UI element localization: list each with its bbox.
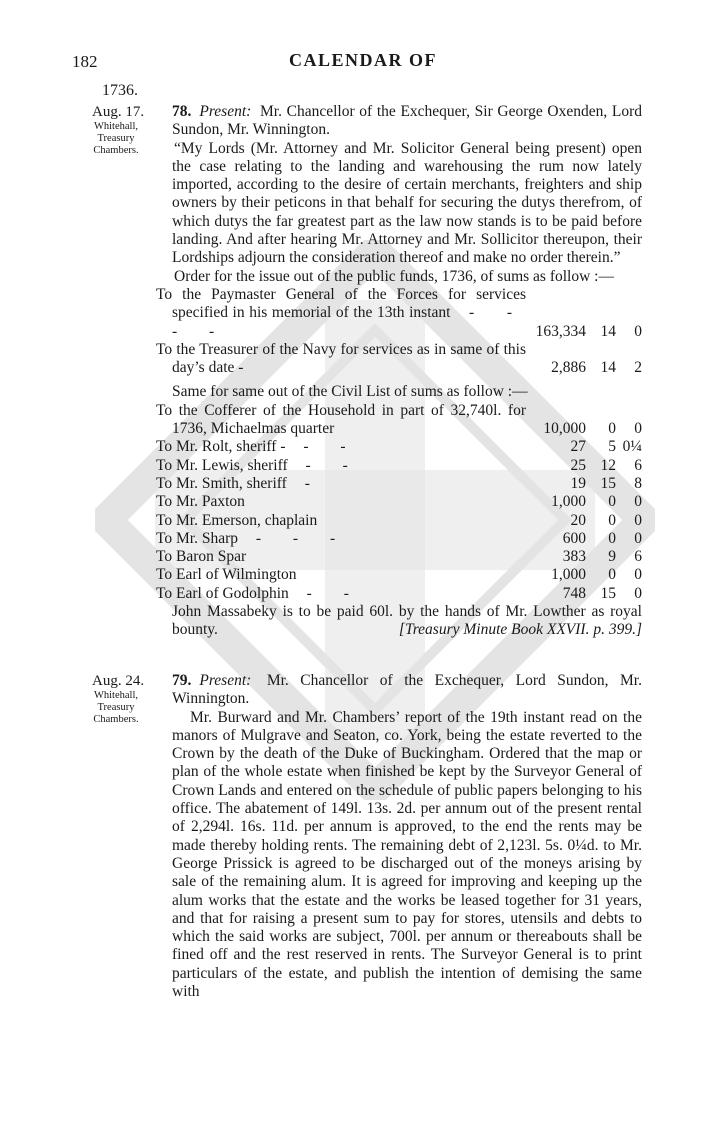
public-funds-table xyxy=(156,285,642,377)
sum-pence: 6 xyxy=(634,548,642,566)
sum-row xyxy=(172,402,642,439)
margin-place-line: Chambers. xyxy=(93,145,139,156)
sum-shillings: 0 xyxy=(608,493,616,511)
sum-shillings: 0 xyxy=(608,566,616,584)
payee-text: To the Treasurer of the Navy for services as in same of this day’s date - xyxy=(156,340,526,377)
leader-dashes: - - xyxy=(288,584,363,602)
payee-text: To Mr. Smith, sheriff xyxy=(156,474,287,492)
sum-pounds: 20 xyxy=(570,511,586,529)
entry-78-date: Aug. 17. xyxy=(92,104,145,120)
payee-text: To Mr. Rolt, sheriff - xyxy=(156,438,286,456)
payee-text: To the Cofferer of the Household in part of 32,740l. for 1736, Michaelmas quarter xyxy=(156,401,526,438)
entry-78-present xyxy=(172,103,642,140)
page-header xyxy=(72,48,654,76)
sum-payee xyxy=(156,438,526,456)
sum-pence: 0¼ xyxy=(622,438,642,456)
sum-row xyxy=(172,475,642,493)
sum-row xyxy=(172,341,642,378)
sum-pounds: 600 xyxy=(562,529,586,547)
margin-place-line: Whitehall, xyxy=(93,121,139,132)
sum-payee xyxy=(156,474,526,493)
sum-pence: 0 xyxy=(634,511,642,529)
sum-pounds: 10,000 xyxy=(543,420,586,438)
order-intro: Order for the issue out of the public funds, 1736, of sums as follow :— xyxy=(174,267,614,285)
sum-row xyxy=(172,530,642,548)
entry-78-body xyxy=(156,103,643,640)
sum-pence: 0 xyxy=(634,420,642,438)
sum-payee xyxy=(156,566,526,584)
civil-list-intro: Same for same out of the Civil List of sums as follow :— xyxy=(172,383,528,401)
leader-dashes: - - - xyxy=(238,529,350,547)
sum-row xyxy=(172,493,642,511)
sum-row xyxy=(172,457,642,475)
sum-payee xyxy=(156,285,526,341)
sum-pounds: 2,886 xyxy=(551,359,586,377)
sum-pounds: 163,334 xyxy=(535,322,586,340)
sum-row xyxy=(172,512,642,530)
source-reference: [Treasury Minute Book XXVII. p. 399.] xyxy=(398,621,642,639)
entry-79-date: Aug. 24. xyxy=(92,673,145,689)
bounty-text: John Massabeky is to be paid 60l. by the hands of Mr. Lowther as royal bounty. xyxy=(172,603,642,639)
sum-shillings: 0 xyxy=(608,420,616,438)
entry-79-margin xyxy=(76,673,156,726)
sum-pence: 8 xyxy=(634,474,642,492)
sum-payee xyxy=(156,529,526,548)
sum-pence: 0 xyxy=(634,566,642,584)
sum-payee xyxy=(156,340,526,378)
sum-shillings: 14 xyxy=(600,359,616,377)
payee-text: To Earl of Wilmington xyxy=(156,566,297,584)
sum-pence: 0 xyxy=(634,322,642,340)
entry-number: 78. xyxy=(172,103,192,120)
entry-79-minute: Mr. Burward and Mr. Chambers’ report of the 19th instant read on the manors of Mulgrave and Seaton, co. York, being the estate reverted to the Crown by the death of the Duke of Buckingham. Ordered that the map or plan of the whole estate when finished be kept by the Surveyor General of Crown Lands and entered on the schedule of public papers belonging to his office. The abatement of 149l. 13s. 2d. per annum out of the present rental of 2,294l. 16s. 11d. per annum is approved, to the end the rents may be made thereby holding rents. The remaining debt of 2,123l. 5s. 0¼d. to Mr. George Prissick is agreed to be discharged out of the moneys arising by sale of the remaining alum. It is agreed for improving and keeping up the alum works that the estate and the works be leased together for 31 years, and that for raising a present sum to pay for stores, utensils and debts to which the said works are subject, 700l. per annum or thereabouts shall be fined off and the rest reserved in rents. The Surveyor General is to print particulars of the estate, and publish the intention of demising the same with xyxy=(172,708,642,1001)
entry-79-body xyxy=(172,672,642,1001)
payee-text: To Mr. Emerson, chaplain xyxy=(156,511,318,529)
running-title: CALENDAR OF xyxy=(288,50,437,70)
sum-pence: 0 xyxy=(634,529,642,547)
civil-list-table xyxy=(156,401,642,603)
sum-pounds: 19 xyxy=(570,474,586,492)
page-number: 182 xyxy=(72,52,98,71)
margin-place-line: Treasury xyxy=(97,133,135,144)
sum-pence: 2 xyxy=(634,359,642,377)
sum-row xyxy=(172,438,642,456)
payee-text: To Mr. Sharp xyxy=(156,529,239,547)
sum-shillings: 9 xyxy=(608,548,616,566)
sum-pounds: 748 xyxy=(562,584,586,602)
sum-payee xyxy=(156,584,526,603)
sum-pounds: 1,000 xyxy=(551,493,586,511)
year-heading: 1736. xyxy=(102,82,138,99)
payee-text: To Earl of Godolphin xyxy=(156,584,289,602)
sum-pounds: 25 xyxy=(570,456,586,474)
sum-pence: 0 xyxy=(634,584,642,602)
sum-shillings: 5 xyxy=(608,438,616,456)
entry-79-present xyxy=(172,672,642,709)
margin-place-line: Chambers. xyxy=(93,714,139,725)
sum-pounds: 383 xyxy=(562,548,586,566)
payee-text: To the Paymaster General of the Forces for services specified in his memorial of the 13th instant xyxy=(156,285,526,322)
sum-shillings: 15 xyxy=(600,584,616,602)
present-label: Present: xyxy=(199,672,252,689)
sum-row xyxy=(172,566,642,584)
sum-row xyxy=(172,548,642,566)
margin-place-line: Treasury xyxy=(97,702,135,713)
bounty-note xyxy=(172,603,642,640)
sum-payee xyxy=(156,548,526,566)
present-members: Mr. Chancellor of the Exchequer, Lord Sundon, Mr. Winnington. xyxy=(172,672,642,708)
entry-78-margin xyxy=(76,104,156,157)
sum-payee xyxy=(156,511,526,530)
sum-row xyxy=(172,585,642,603)
sum-payee xyxy=(156,401,526,439)
sum-payee xyxy=(156,456,526,475)
sum-shillings: 12 xyxy=(600,456,616,474)
present-label: Present: xyxy=(199,103,252,120)
sum-payee xyxy=(156,493,526,511)
leader-dashes: - - xyxy=(285,438,360,456)
leader-dashes: - xyxy=(286,474,324,492)
payee-text: To Mr. Lewis, sheriff xyxy=(156,456,288,474)
sum-shillings: 0 xyxy=(608,529,616,547)
sum-shillings: 15 xyxy=(600,474,616,492)
margin-place-line: Whitehall, xyxy=(93,690,139,701)
entry-78-minute: “My Lords (Mr. Attorney and Mr. Solicitor General being present) open the case relating to the landing and warehousing the rum now lately imported, according to the desire of certain merchants, freighters and ship owners by their peticons in that behalf for securing the dutys therefrom, of which dutys the far greatest part as the law now stands is to be paid before landing. And after hearing Mr. Attorney and Mr. Sollicitor thereupon, their Lordships adjourn the consideration thereof and make no order therein.” xyxy=(172,139,642,267)
entry-number: 79. xyxy=(172,672,192,689)
sum-pence: 6 xyxy=(634,456,642,474)
sum-shillings: 0 xyxy=(608,511,616,529)
leader-dashes: - - - - xyxy=(172,304,526,340)
payee-text: To Mr. Paxton xyxy=(156,493,245,511)
sum-shillings: 14 xyxy=(600,322,616,340)
present-members: Mr. Chancellor of the Exchequer, Sir George Oxenden, Lord Sundon, Mr. Winnington. xyxy=(172,103,643,139)
sum-pounds: 1,000 xyxy=(551,566,586,584)
sum-pounds: 27 xyxy=(570,438,586,456)
sum-pence: 0 xyxy=(634,493,642,511)
payee-text: To Baron Spar xyxy=(156,548,247,566)
sum-row xyxy=(172,286,642,341)
leader-dashes: - - xyxy=(287,456,362,474)
